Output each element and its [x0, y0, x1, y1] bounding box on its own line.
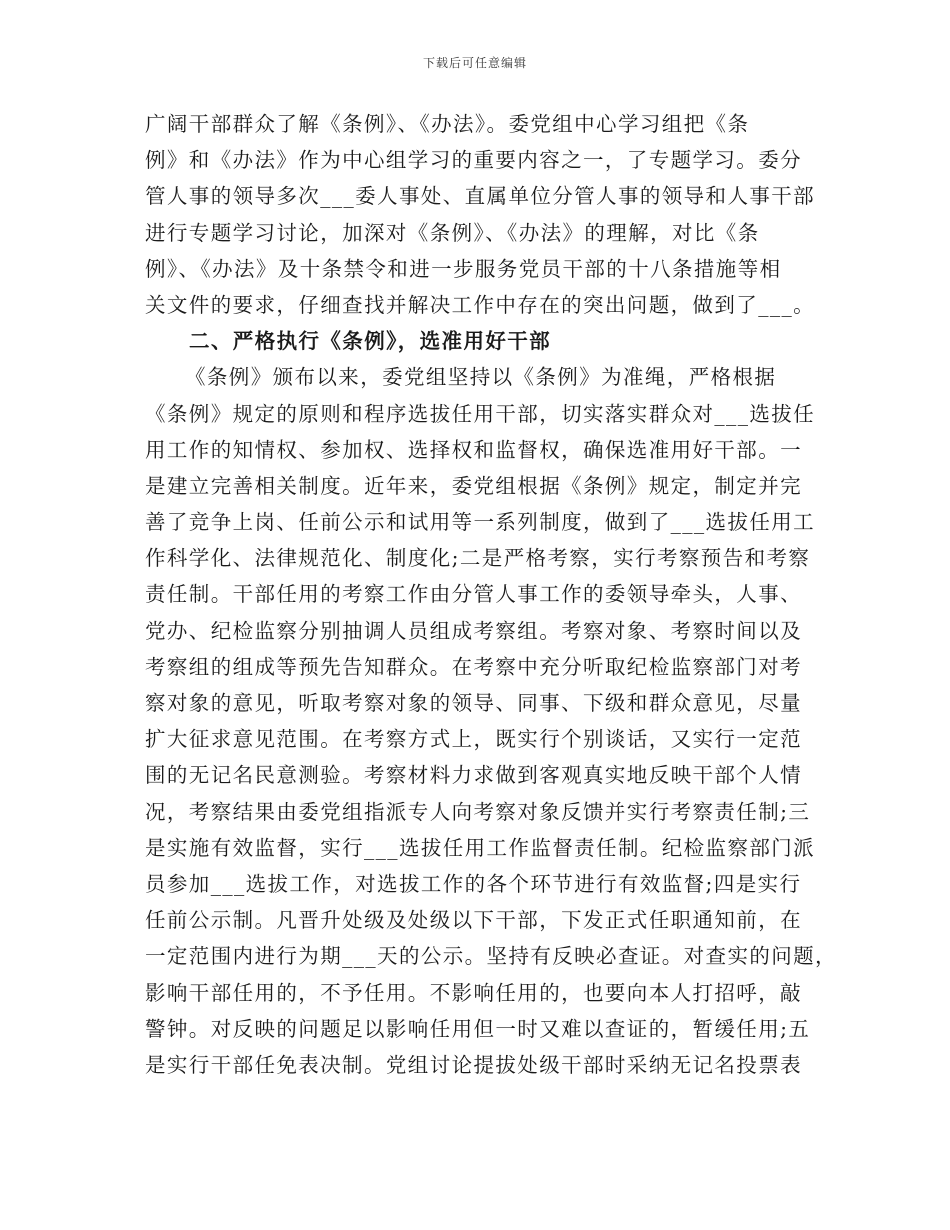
- text-line: 一定范围内进行为期___天的公示。坚持有反映必查证。对查实的问题，: [145, 944, 837, 969]
- text-line: 善了竞争上岗、任前公示和试用等一系列制度，做到了___选拔任用工: [145, 510, 816, 535]
- text-line: 影响干部任用的，不予任用。不影响任用的，也要向本人打招呼，敲: [145, 980, 802, 1005]
- text-line: 广阔干部群众了解《条例》、《办法》。委党组中心学习组把《条: [145, 112, 750, 136]
- text-line: 管人事的领导多次___委人事处、直属单位分管人事的领导和人事干部: [145, 184, 816, 209]
- text-line: 是实行干部任免表决制。党组讨论提拔处级干部时采纳无记名投票表: [145, 1052, 802, 1077]
- text-line: 例》、《办法》及十条禁令和进一步服务党员干部的十八条措施等相: [145, 256, 782, 281]
- text-line: 责任制。干部任用的考察工作由分管人事工作的委领导牵头，人事、: [145, 582, 802, 607]
- text-line: 作科学化、法律规范化、制度化;二是严格考察，实行考察预告和考察: [145, 546, 811, 571]
- text-line: 警钟。对反映的问题足以影响任用但一时又难以查证的，暂缓任用;五: [145, 1016, 811, 1041]
- text-line: 《条例》颁布以来，委党组坚持以《条例》为准绳，严格根据: [185, 365, 777, 390]
- text-line: 扩大征求意见范围。在考察方式上，既实行个别谈话，又实行一定范: [145, 727, 802, 752]
- text-line: 《条例》规定的原则和程序选拔任用干部，切实落实群众对___选拔任: [145, 401, 816, 426]
- text-line: 例》和《办法》作为中心组学习的重要内容之一，了专题学习。委分: [145, 148, 802, 173]
- text-line: 察对象的意见，听取考察对象的领导、同事、下级和群众意见，尽量: [145, 691, 802, 715]
- text-line: 是建立完善相关制度。近年来，委党组根据《条例》规定，制定并完: [145, 473, 802, 498]
- text-line: 围的无记名民意测验。考察材料力求做到客观真实地反映干部个人情: [145, 763, 802, 788]
- text-line: 是实施有效监督，实行___选拔任用工作监督责任制。纪检监察部门派: [145, 835, 816, 860]
- page-header-note: 下载后可任意编辑: [422, 56, 527, 70]
- text-line: 任前公示制。凡晋升处级及处级以下干部，下发正式任职通知前，在: [145, 908, 802, 933]
- text-line: 进行专题学习讨论，加深对《条例》、《办法》的理解，对比《条: [145, 220, 760, 245]
- text-line: 用工作的知情权、参加权、选择权和监督权，确保选准用好干部。一: [145, 437, 802, 462]
- text-line: 员参加___选拔工作，对选拔工作的各个环节进行有效监督;四是实行: [145, 871, 802, 896]
- text-line: 党办、纪检监察分别抽调人员组成考察组。考察对象、考察时间以及: [145, 618, 802, 643]
- text-line: 关文件的要求，仔细查找并解决工作中存在的突出问题，做到了___。: [145, 292, 816, 317]
- text-line: 况，考察结果由委党组指派专人向考察对象反馈并实行考察责任制;三: [145, 799, 811, 824]
- text-line: 考察组的组成等预先告知群众。在考察中充分听取纪检监察部门对考: [145, 654, 802, 679]
- section-heading: 二、严格执行《条例》，选准用好干部: [189, 329, 552, 354]
- document-body: [145, 106, 837, 1083]
